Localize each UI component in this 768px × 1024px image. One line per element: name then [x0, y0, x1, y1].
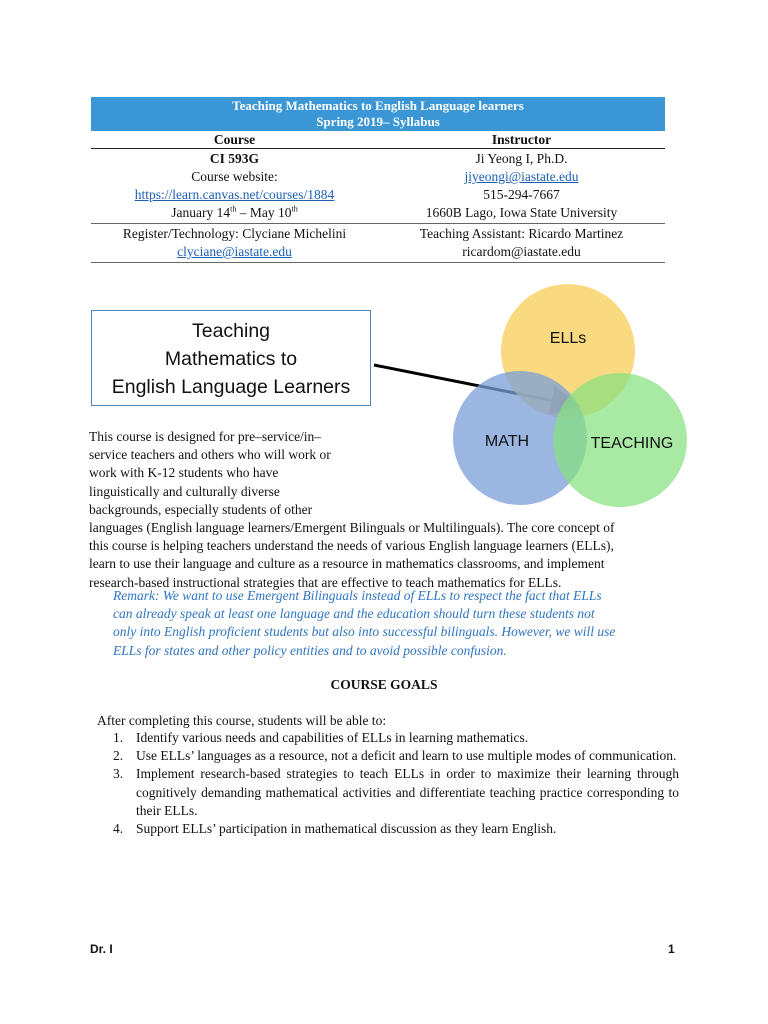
- ta-cell: [378, 225, 665, 261]
- register-email-link[interactable]: clyciane@iastate.edu: [177, 244, 292, 259]
- list-item: [113, 765, 679, 820]
- remark-line: can already speak at least one language and the education should turn these students not: [113, 606, 595, 622]
- goal-number: 4.: [113, 821, 124, 837]
- ta-label: Teaching Assistant: Ricardo Martinez: [419, 226, 624, 241]
- goal-text: Support ELLs’ participation in mathematical discussion as they learn English.: [136, 821, 557, 837]
- remark-line: ELLs for states and other policy entities and to avoid possible confusion.: [113, 642, 507, 658]
- course-code: CI 593G: [209, 151, 260, 166]
- course-website-link[interactable]: https://learn.canvas.net/courses/1884: [134, 187, 335, 202]
- table-header-row: [91, 131, 665, 149]
- description-line: linguistically and culturally diverse: [89, 483, 280, 499]
- course-title-line: Mathematics to: [164, 348, 298, 370]
- course-column-header: Course: [213, 132, 256, 147]
- register-label: Register/Technology: Clyciane Michelini: [122, 226, 347, 241]
- remark-line: Remark: We want to use Emergent Bilinguals instead of ELLs to respect the fact that ELLs: [113, 588, 602, 603]
- ta-email: ricardom@iastate.edu: [462, 244, 581, 259]
- remark-line: only into English proficient students but also into successful bilinguals. However, we will use: [113, 624, 616, 640]
- instructor-name: Ji Yeong I, Ph.D.: [475, 151, 568, 166]
- goals-intro: After completing this course, students will be able to:: [97, 713, 387, 728]
- course-goals-heading: COURSE GOALS: [330, 677, 438, 692]
- syllabus-header-table: [91, 97, 665, 263]
- instructor-phone: 515-294-7667: [483, 187, 560, 202]
- instructor-info-cell: [378, 150, 665, 222]
- goal-number: 2.: [113, 748, 124, 764]
- syllabus-title-bar: [91, 97, 665, 131]
- course-title-box: [91, 310, 371, 406]
- footer-author: Dr. I: [90, 942, 113, 956]
- description-line: This course is designed for pre–service/in–: [89, 429, 322, 444]
- course-dates: January 14th – May 10th: [171, 204, 298, 220]
- description-line: research-based instructional strategies that are effective to teach mathematics for ELLs.: [89, 574, 562, 590]
- syllabus-term: Spring 2019– Syllabus: [316, 114, 440, 129]
- course-title-line: English Language Learners: [111, 376, 351, 398]
- course-description: [89, 428, 681, 592]
- course-title-line: Teaching: [191, 320, 271, 342]
- list-item: [113, 820, 679, 838]
- ells-label: ELLs: [549, 330, 587, 347]
- instructor-column-header: Instructor: [491, 132, 552, 147]
- description-line: work with K-12 students who have: [89, 465, 279, 481]
- course-info-cell: [91, 150, 378, 222]
- list-item: [113, 747, 679, 765]
- description-line: backgrounds, especially students of other: [89, 501, 313, 517]
- instructor-office: 1660B Lago, Iowa State University: [425, 205, 618, 220]
- goal-number: 3.: [113, 766, 124, 782]
- goal-text: Use ELLs’ languages as a resource, not a deficit and learn to use multiple modes of communication.: [136, 748, 677, 764]
- description-line: service teachers and others who will work or: [89, 447, 331, 463]
- info-row: [91, 149, 665, 224]
- remark-note: [113, 587, 679, 660]
- description-line: learn to use their language and culture as a resource in mathematics classrooms, and implement: [89, 556, 605, 572]
- instructor-email-link[interactable]: jiyeongi@iastate.edu: [464, 169, 579, 184]
- support-row: [91, 224, 665, 263]
- syllabus-title: Teaching Mathematics to English Language learners: [232, 98, 524, 113]
- goal-number: 1.: [113, 730, 124, 745]
- teaching-label: TEACHING: [590, 435, 674, 452]
- goals-list: [113, 729, 679, 838]
- course-website-label: Course website:: [191, 169, 278, 184]
- goal-text: Implement research-based strategies to teach ELLs in order to maximize their learning through cognitively demanding mathematical activities and differentiate teaching practice corresponding to their ELLs.: [136, 766, 679, 818]
- register-cell: [91, 225, 378, 261]
- list-item: [113, 729, 679, 747]
- page-number: 1: [668, 942, 675, 956]
- description-line: this course is helping teachers understand the needs of various English language learners (ELLs),: [89, 538, 614, 554]
- goal-text: Identify various needs and capabilities of ELLs in learning mathematics.: [136, 730, 529, 745]
- math-label: MATH: [484, 433, 530, 450]
- description-line: languages (English language learners/Emergent Bilinguals or Multilinguals). The core concept of: [89, 520, 615, 536]
